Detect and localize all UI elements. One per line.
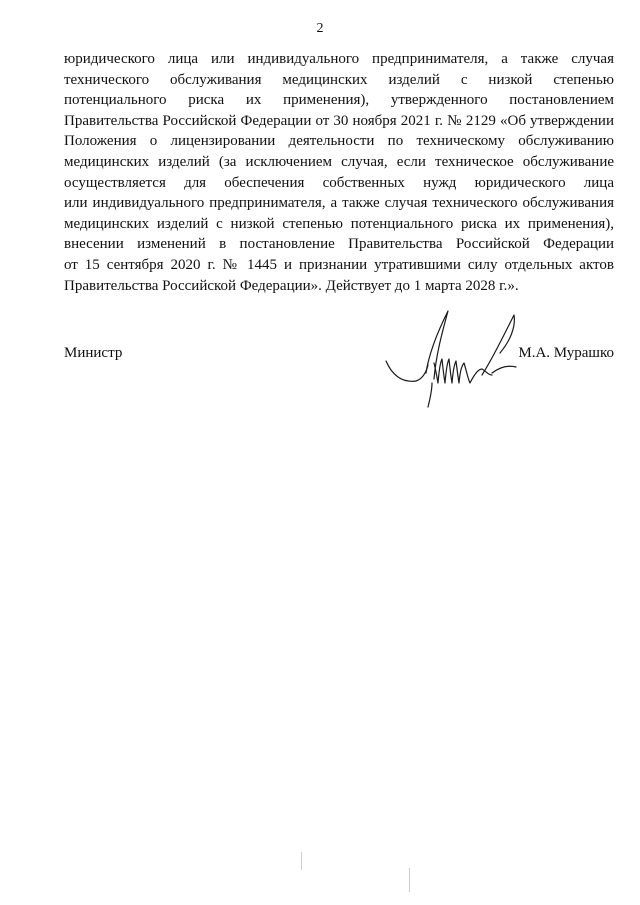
body-line: или индивидуального предпринимателя, а также случая технического обслуживания bbox=[64, 195, 614, 212]
body-line: потенциального риска их применения), утвержденного постановлением bbox=[64, 92, 614, 109]
body-line: Правительства Российской Федерации». Действует до 1 марта 2028 г.». bbox=[64, 277, 519, 294]
body-line: медицинских изделий (за исключением случая, если техническое обслуживание bbox=[64, 153, 614, 170]
scan-artifact bbox=[409, 868, 410, 892]
page-number: 2 bbox=[316, 21, 324, 36]
handwritten-signature bbox=[382, 303, 532, 413]
body-line: Положения о лицензировании деятельности по техническому обслуживанию bbox=[64, 133, 614, 150]
body-line: юридического лица или индивидуального предпринимателя, а также случая bbox=[64, 51, 614, 67]
signer-name: М.А. Мурашко bbox=[518, 345, 614, 361]
body-line: технического обслуживания медицинских изделий с низкой степенью bbox=[64, 71, 614, 88]
signer-position: Министр bbox=[64, 345, 123, 361]
body-line: осуществляется для обеспечения собственных нужд юридического лица bbox=[64, 174, 614, 191]
body-line: медицинских изделий с низкой степенью потенциального риска их применения), bbox=[64, 215, 614, 232]
scan-artifact bbox=[301, 852, 302, 870]
body-line: внесении изменений в постановление Правительства Российской Федерации bbox=[64, 236, 614, 253]
body-paragraph bbox=[64, 49, 614, 296]
signature-block bbox=[64, 343, 614, 413]
body-line: Правительства Российской Федерации от 30 ноября 2021 г. № 2129 «Об утверждении bbox=[64, 112, 614, 129]
body-line: от 15 сентября 2020 г. № 1445 и признании утратившими силу отдельных актов bbox=[64, 256, 614, 273]
